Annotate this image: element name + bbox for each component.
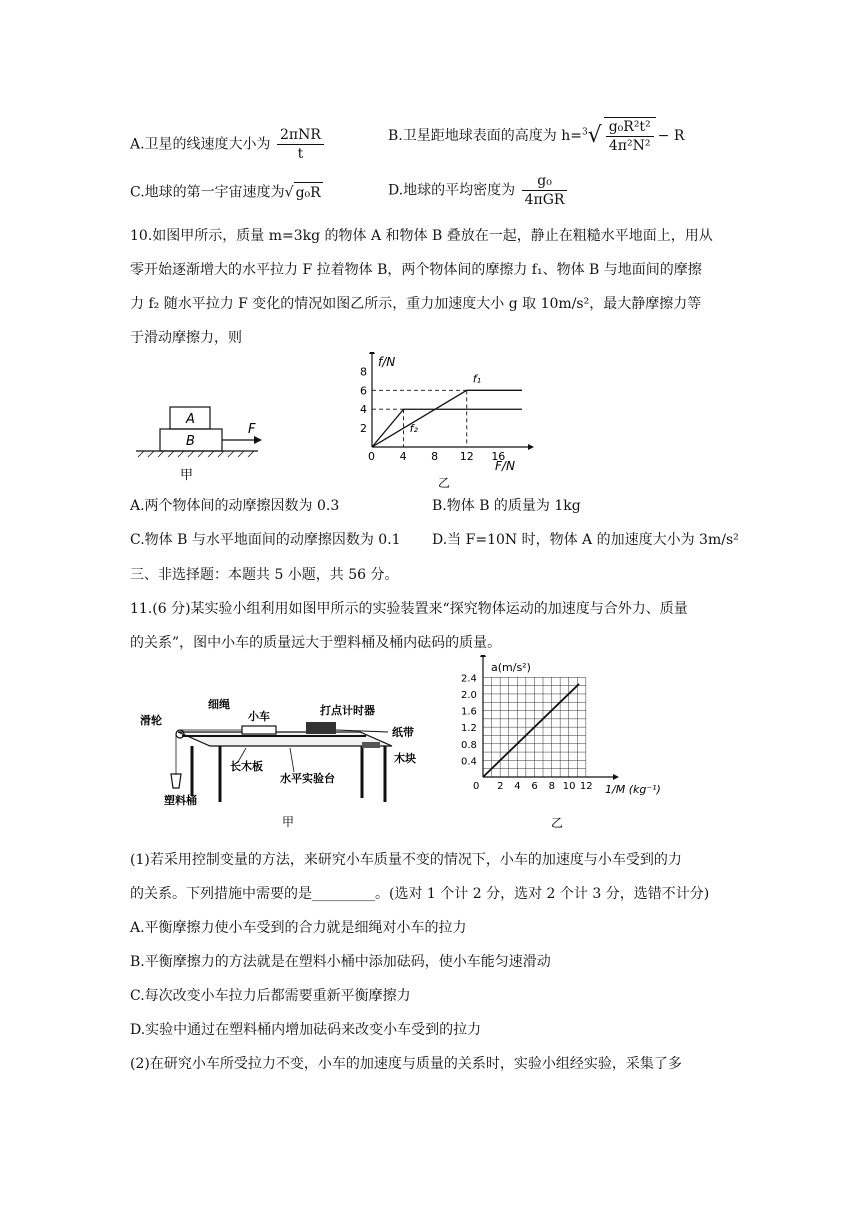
q11-option-b: B.平衡摩擦力的方法就是在塑料小桶中添加砝码，使小车能匀速滑动 bbox=[130, 954, 551, 970]
chart2-x-tick-label: 12 bbox=[579, 781, 593, 792]
chart2-x-tick-label: 0 bbox=[473, 781, 480, 792]
chart1-series-label: f₂ bbox=[409, 422, 418, 436]
chart2-caption: 乙 bbox=[551, 816, 564, 830]
label-bucket: 塑料桶 bbox=[164, 794, 197, 807]
fig-jia-caption: 甲 bbox=[180, 468, 194, 483]
q10-option-b: B.物体 B 的质量为 1kg bbox=[432, 498, 581, 514]
chart1-y-tick-label: 4 bbox=[360, 403, 367, 417]
chart1-series-label: f₁ bbox=[472, 372, 482, 386]
chart2-y-tick-label: 1.6 bbox=[461, 706, 477, 718]
chart2-series-line bbox=[483, 684, 579, 777]
wood-block bbox=[362, 742, 380, 748]
chart2-x-arrow-icon bbox=[613, 774, 619, 780]
q10-option-a: A.两个物体间的动摩擦因数为 0.3 bbox=[130, 498, 340, 514]
label-cart: 小车 bbox=[248, 710, 270, 723]
q11-option-a: A.平衡摩擦力使小车受到的合力就是细绳对小车的拉力 bbox=[130, 920, 467, 936]
chart1-ylabel: f/N bbox=[378, 355, 396, 369]
fig-apparatus bbox=[130, 690, 430, 830]
q9-option-a: A.卫星的线速度大小为 $\frac{\text{2πNR}}{t}$ bbox=[130, 126, 326, 163]
chart1-x-tick-label: 0 bbox=[368, 450, 375, 463]
cart bbox=[242, 726, 276, 734]
q10-option-c: C.物体 B 与水平地面间的动摩擦因数为 0.1 bbox=[130, 532, 401, 548]
chart1-x-tick-label: 12 bbox=[459, 450, 474, 463]
chart-acceleration bbox=[455, 655, 665, 835]
force-label: F bbox=[248, 422, 256, 437]
chart2-y-arrow-icon bbox=[480, 655, 486, 657]
chart2-y-tick-label: 0.4 bbox=[461, 756, 477, 768]
force-arrow-icon bbox=[254, 436, 262, 444]
q11-option-c: C.每次改变小车拉力后都需要重新平衡摩擦力 bbox=[130, 988, 411, 1004]
chart2-ylabel: a(m/s²) bbox=[491, 661, 531, 674]
q9-option-c: C.地球的第一宇宙速度为√ g₀R bbox=[130, 182, 323, 203]
chart1-x-tick-label: 4 bbox=[399, 450, 407, 463]
chart1-y-tick-label: 8 bbox=[360, 365, 367, 379]
chart1-xlabel: F/N bbox=[495, 459, 515, 473]
q9-a-fraction: $\frac{\text{2πNR}}{t}$ bbox=[277, 126, 324, 163]
q11-part2-line-1: (2)在研究小车所受拉力不变，小车的加速度与质量的关系时，实验小组经实验，采集了多 bbox=[130, 1056, 682, 1072]
fig-jia2-caption: 甲 bbox=[282, 815, 295, 829]
chart2-xlabel: 1/M (kg⁻¹) bbox=[605, 783, 661, 796]
q9-option-b: B.卫星距地球表面的高度为 h=$^3$√ $\frac{\text{g₀R²t²}}{\text{4π²N²}}$ − R bbox=[388, 119, 685, 154]
chart1-series-line bbox=[372, 409, 522, 447]
label-tape: 纸带 bbox=[392, 726, 414, 739]
chart2-y-tick-label: 1.2 bbox=[461, 723, 477, 735]
fig-blocks-ab bbox=[130, 395, 270, 485]
q9-d-fraction: $\frac{\text{g₀}}{\text{4πGR}}$ bbox=[522, 172, 568, 209]
block-a-label: A bbox=[186, 412, 195, 427]
chart1-y-tick-label: 2 bbox=[360, 422, 367, 436]
chart2-x-tick-label: 8 bbox=[548, 781, 555, 792]
label-pulley: 滑轮 bbox=[140, 714, 162, 727]
q11-part1-line-1: (1)若采用控制变量的方法，来研究小车质量不变的情况下，小车的加速度与小车受到的力 bbox=[130, 852, 682, 868]
chart1-caption: 乙 bbox=[438, 476, 451, 490]
label-rope: 细绳 bbox=[208, 698, 230, 711]
ground-hatch bbox=[138, 451, 254, 457]
chart2-x-tick-label: 2 bbox=[497, 781, 504, 792]
chart1-x-tick-label: 16 bbox=[491, 450, 506, 463]
q10-line-4: 于滑动摩擦力，则 bbox=[130, 330, 242, 346]
chart1-x-arrow-icon bbox=[528, 444, 534, 450]
q9-b-fraction: $\frac{\text{g₀R²t²}}{\text{4π²N²}}$ bbox=[604, 117, 656, 155]
table-top bbox=[178, 732, 392, 746]
label-table: 水平实验台 bbox=[280, 772, 335, 785]
q11-line-1: 11.(6 分)某实验小组利用如图甲所示的实验装置来“探究物体运动的加速度与合外力、质量 bbox=[130, 601, 688, 617]
chart1-x-tick-label: 8 bbox=[431, 450, 439, 463]
q9-option-d: D.地球的平均密度为 $\frac{\text{g₀}}{\text{4πGR}}$ bbox=[388, 172, 569, 209]
chart1-y-tick-label: 6 bbox=[360, 384, 367, 398]
chart2-x-tick-label: 4 bbox=[514, 781, 521, 792]
block-b-label: B bbox=[186, 434, 195, 449]
label-timer: 打点计时器 bbox=[320, 704, 375, 717]
q11-option-d: D.实验中通过在塑料桶内增加砝码来改变小车受到的拉力 bbox=[130, 1022, 482, 1038]
timer bbox=[306, 722, 336, 734]
section-3-heading: 三、非选择题：本题共 5 小题，共 56 分。 bbox=[130, 567, 399, 583]
chart2-x-tick-label: 10 bbox=[562, 781, 576, 792]
chart-friction bbox=[350, 352, 535, 490]
q10-line-3: 力 f₂ 随水平拉力 F 变化的情况如图乙所示，重力加速度大小 g 取 10m/s²，最大静摩擦力等 bbox=[130, 296, 702, 312]
chart2-y-tick-label: 2.4 bbox=[461, 673, 477, 685]
label-wood-block: 木块 bbox=[394, 752, 416, 765]
chart2-y-tick-label: 0.8 bbox=[461, 739, 477, 751]
q10-option-d: D.当 F=10N 时，物体 A 的加速度大小为 3m/s² bbox=[432, 532, 739, 548]
chart1-series-line bbox=[372, 390, 522, 447]
bucket-icon bbox=[171, 774, 181, 788]
q10-line-2: 零开始逐渐增大的水平拉力 F 拉着物体 B，两个物体间的摩擦力 f₁、物体 B 与地面间的摩擦 bbox=[130, 262, 702, 278]
q11-part1-line-2: 的关系。下列措施中需要的是_________。(选对 1 个计 2 分，选对 2 个计 3 分，选错不计分) bbox=[130, 886, 710, 902]
chart2-y-tick-label: 2.0 bbox=[461, 689, 477, 701]
label-board: 长木板 bbox=[230, 760, 263, 773]
chart1-y-arrow-icon bbox=[369, 352, 375, 354]
chart2-x-tick-label: 6 bbox=[531, 781, 538, 792]
q10-line-1: 10.如图甲所示，质量 m=3kg 的物体 A 和物体 B 叠放在一起，静止在粗糙水平地面上，用从 bbox=[130, 228, 713, 244]
q11-line-2: 的关系”，图中小车的质量远大于塑料桶及桶内砝码的质量。 bbox=[130, 635, 502, 651]
